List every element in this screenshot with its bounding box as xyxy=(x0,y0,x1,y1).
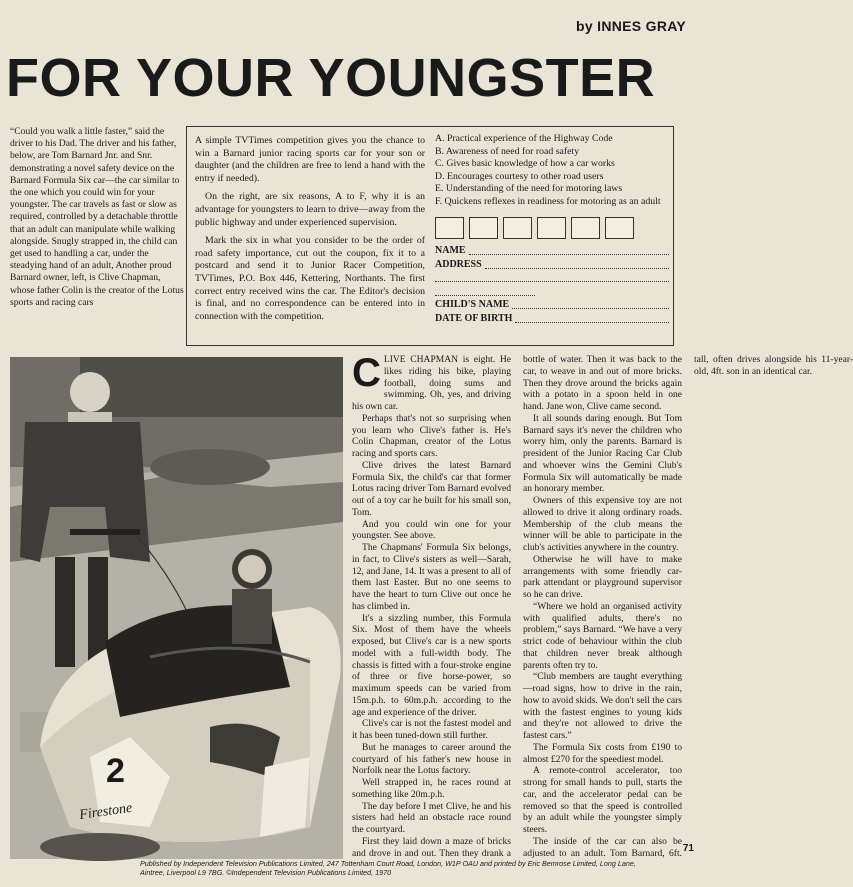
article-paragraph: The Formula Six costs from £190 to almost £270 for the speediest model. xyxy=(523,741,682,765)
article-paragraph: It's a sizzling number, this Formula Six. Most of them have the wheels exposed, but Clive's car is a new sports model with a full-width body. The chassis is fitted with a four-stroke engine of three or five horse-power, so maximum speeds can be varied from 15m.p.h. to 60m.p.h. according to the age and experience of the driver. xyxy=(352,612,511,718)
reason-a: A. Practical experience of the Highway Code xyxy=(435,133,613,144)
competition-coupon xyxy=(186,126,674,346)
article-paragraph: The Chapmans' Formula Six belongs, in fact, to Clive's sisters as well—Sarah, 12, and Jane, 14. It was a present to all of them last Easter. But no one seems to have the heart to turn Clive out once he has climbed in. xyxy=(352,542,511,612)
article-paragraph: But he manages to career around the courtyard of his father's new house in Norfolk near the Lotus factory. xyxy=(352,741,511,777)
drop-cap: C xyxy=(352,351,381,395)
article-lead-paragraph xyxy=(352,351,512,413)
reason-e: E. Understanding of the need for motoring laws xyxy=(435,183,623,195)
photo-caption: “Could you walk a little faster,” said the driver to his Dad. The driver and his father, below, are Tom Barnard Jnr. and Snr. demonstrating a novel safety device on the Barnard Formula Six car—the car similar to the one which you could win for your youngster. The car travels as fast or slow as required, controlled by a detachable throttle that an adult can manipulate while walking alongside. Snugly strapped in, the child can get used to handling a car, under the steadying hand of an adult, Another proud Barnard owner, left, is Clive Chapman, whose father Colin is the creator of the Lotus sports and racing cars xyxy=(10,126,184,308)
dob-field[interactable] xyxy=(435,312,669,326)
article-paragraph: Clive's car is not the fastest model and it has been tuned-down still further. xyxy=(352,718,511,741)
lead-small-caps: LIVE CHAPMAN xyxy=(383,354,459,365)
reason-c: C. Gives basic knowledge of how a car works xyxy=(435,158,615,170)
competition-rules xyxy=(195,135,425,329)
childs-name-field[interactable] xyxy=(435,299,669,313)
article-paragraph: Well strapped in, he races round at something like 20m.p.h. xyxy=(352,777,511,800)
article-paragraph: A remote-control accelerator, too strong for small hands to pull, starts the car, and the accelerator pedal can be removed so that the speed is controlled by an adult while the youngster simply steers. xyxy=(523,765,682,835)
dob-label: DATE OF BIRTH xyxy=(435,312,513,324)
name-label: NAME xyxy=(435,245,466,257)
lead-text: is eight. He likes riding his bike, playing football, doing sums and swimming. Oh, yes, and driving his own car. xyxy=(352,354,512,412)
address-label: ADDRESS xyxy=(435,258,482,270)
reason-d: D. Encourages courtesy to other road users xyxy=(435,170,604,182)
name-field[interactable] xyxy=(435,245,669,259)
article-paragraph: Perhaps that's not so surprising when you learn who Clive's father is. He's Colin Chapman, creator of the Lotus racing and sports cars. xyxy=(352,412,511,459)
article-paragraph: It all sounds daring enough. But Tom Barnard says it's never the children who worry him, only the parents. Barnard is president of the Junior Racing Car Club and whoever wins the Gemini Club's Formula Six will automatically be made an honorary member. xyxy=(523,412,682,495)
article-paragraph: First they laid down a maze of bricks and drove in and out. Then they drank a bottle of water. Then it was back to the car, to weave in and out of more bricks. Then they drove around the bricks again with a potato in a spoon held in one hand. Jane won, Clive came second. xyxy=(352,354,682,859)
answer-box[interactable] xyxy=(605,217,634,239)
car-number: 2 xyxy=(106,752,125,790)
answer-box[interactable] xyxy=(571,217,600,239)
address-line[interactable] xyxy=(435,272,669,286)
reason-b: B. Awareness of need for road safety xyxy=(435,145,580,157)
article-paragraph: “Where we hold an organised activity with qualified adults, there's no problem,” says Barnard. “We have a very strict code of behaviour within the club that children never break although parents often try to. xyxy=(523,600,682,671)
photo-illustration xyxy=(10,357,343,859)
article-paragraph: Owners of this expensive toy are not allowed to drive it along ordinary roads. Membership of the club means the winner will be able to participate in the club's activities anywhere in the country. xyxy=(523,495,682,553)
article-paragraph: And you could win one for your youngster. See above. xyxy=(352,518,511,542)
answer-box[interactable] xyxy=(435,217,464,239)
answer-box[interactable] xyxy=(469,217,498,239)
publisher-imprint: Published by Independent Television Publications Limited, 247 Tottenham Court Road, London, W1P OAU and printed by Eric Bemrose Limited, Long Lane, Aintree, Liverpool L9 7BG. ©Independent Television Publications Limited, 1970 xyxy=(140,859,636,877)
article-paragraph: Otherwise he will have to make arrangements with some friendly car-park attendant or playground supervisor so he can drive. xyxy=(523,553,682,600)
page-number: 71 xyxy=(682,843,694,854)
article-paragraph: The inside of the car can also be adjusted to an adult. Tom Barnard, 6ft. tall, often drives alongside his 11-year-old, 4ft. son in an identical car. xyxy=(523,354,853,859)
address-field[interactable] xyxy=(435,258,669,272)
headline: FOR YOUR YOUNGSTER xyxy=(6,48,656,108)
car-sponsor-decal: Firestone xyxy=(78,800,134,823)
entry-form xyxy=(435,133,669,326)
byline: by INNES GRAY xyxy=(576,18,686,34)
answer-boxes xyxy=(435,217,669,239)
photo-father-and-son-with-car xyxy=(10,357,343,859)
answer-box[interactable] xyxy=(537,217,566,239)
article-paragraph: “Club members are taught everything—road signs, how to drive in the rain, how to avoid skids. We don't sell the cars with the fastest engines to young kids and they're not allowed to drive the fastest cars.” xyxy=(523,671,682,741)
rules-paragraph: On the right, are six reasons, A to F, why it is an advantage for youngsters to learn to drive—away from the public highway and under experienced supervision. xyxy=(195,191,425,228)
reason-f: F. Quickens reflexes in readiness for motoring as an adult xyxy=(435,195,661,207)
childs-name-label: CHILD'S NAME xyxy=(435,299,510,311)
rules-paragraph: Mark the six in what you consider to be the order of road safety importance, cut out the coupon, fix it to a postcard and send it to Junior Racer Competition, TVTimes, P.O. Box 446, Kettering, Northants. The first correct entry received wins the car. The Editor's decision is final, and no correspondence can be entered into in connection with the competition. xyxy=(195,235,425,322)
article-paragraph: Clive drives the latest Barnard Formula Six, the child's car that former Lotus racing driver Tom Barnard evolved out of a toy car he built for his small son, Tom. xyxy=(352,459,511,518)
answer-box[interactable] xyxy=(503,217,532,239)
article-paragraph: The day before I met Clive, he and his sisters had held an obstacle race round the courtyard. xyxy=(352,800,511,835)
address-line[interactable] xyxy=(435,285,669,299)
rules-paragraph: A simple TVTimes competition gives you the chance to win a Barnard junior racing sports car for your son or daughter (and the children are free to lend a hand with the entry if needed). xyxy=(195,135,425,184)
